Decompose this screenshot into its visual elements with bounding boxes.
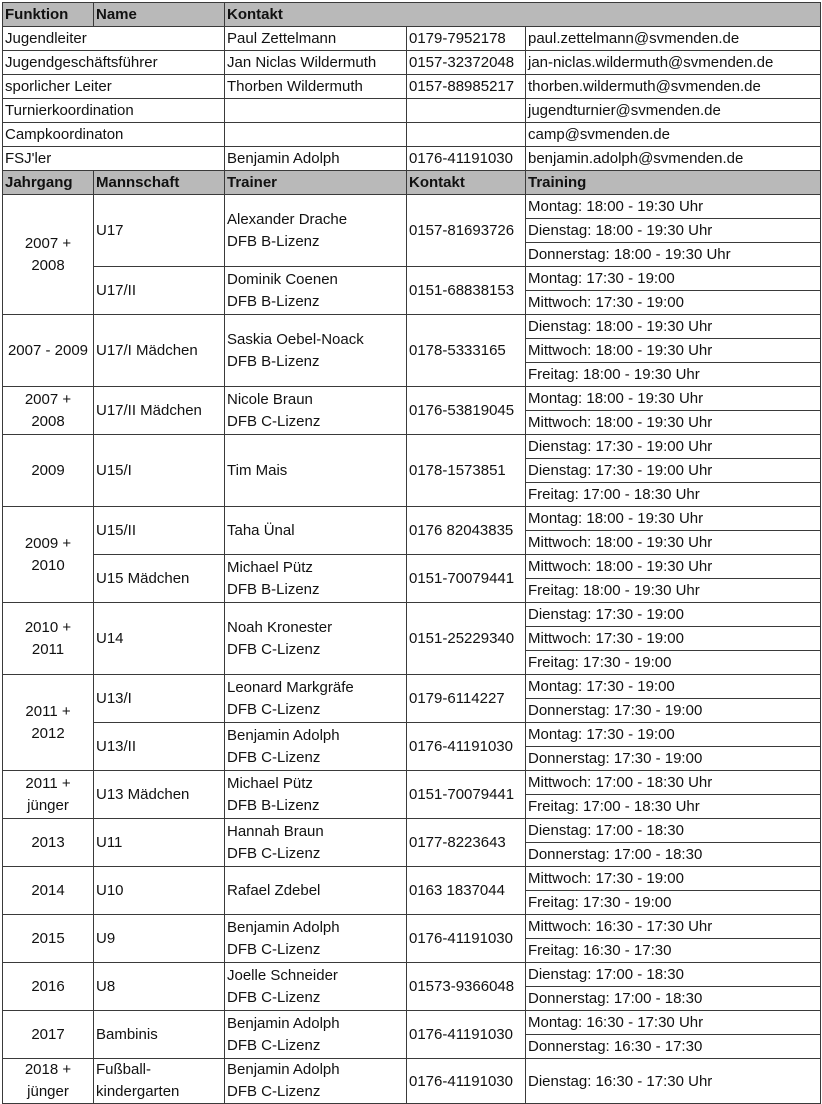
training-time: Montag: 17:30 - 19:00 (526, 675, 821, 699)
trainer-line: DFB B-Lizenz (227, 796, 320, 814)
trainer-line: DFB C-Lizenz (227, 412, 321, 430)
jahrgang-line: 2011 (31, 640, 65, 658)
trainer-cell (225, 1011, 407, 1059)
team-name: U8 (94, 963, 225, 1011)
contact-funktion: Jugendgeschäftsführer (3, 51, 225, 75)
training-time: Dienstag: 17:00 - 18:30 (526, 963, 821, 987)
training-time: Dienstag: 17:30 - 19:00 (526, 603, 821, 627)
trainer-cell (225, 267, 407, 315)
training-row (3, 387, 821, 411)
jahrgang-cell (3, 387, 94, 435)
jahrgang-cell: 2007 - 2009 (3, 315, 94, 387)
team-name (94, 1059, 225, 1104)
trainer-phone: 0151-70079441 (407, 555, 526, 603)
trainer-phone: 0176 82043835 (407, 507, 526, 555)
trainer-phone: 0176-41191030 (407, 723, 526, 771)
training-time: Mittwoch: 18:00 - 19:30 Uhr (526, 411, 821, 435)
jahrgang-line: 2011 + (25, 774, 71, 792)
trainer-line: DFB B-Lizenz (227, 580, 320, 598)
jahrgang-line: 2010 + (24, 618, 72, 636)
training-time: Mittwoch: 17:30 - 19:00 (526, 291, 821, 315)
training-time: Donnerstag: 17:30 - 19:00 (526, 747, 821, 771)
contact-row (3, 75, 821, 99)
trainer-cell (225, 603, 407, 675)
contact-funktion: sporlicher Leiter (3, 75, 225, 99)
trainer-line: DFB C-Lizenz (227, 748, 321, 766)
contact-phone: 0179-7952178 (407, 27, 526, 51)
header-kontakt: Kontakt (225, 3, 821, 27)
contact-phone: 0157-32372048 (407, 51, 526, 75)
trainer-cell (225, 387, 407, 435)
trainer-phone: 0163 1837044 (407, 867, 526, 915)
jahrgang-cell: 2014 (3, 867, 94, 915)
training-row (3, 867, 821, 891)
training-time: Dienstag: 18:00 - 19:30 Uhr (526, 219, 821, 243)
trainer-line: DFB B-Lizenz (227, 352, 320, 370)
jahrgang-cell: 2009 (3, 435, 94, 507)
training-time: Dienstag: 17:00 - 18:30 (526, 819, 821, 843)
team-name: U17/II (94, 267, 225, 315)
header-jahrgang: Jahrgang (3, 171, 94, 195)
contact-email[interactable]: jan-niclas.wildermuth@svmenden.de (526, 51, 821, 75)
team-name: U15/II (94, 507, 225, 555)
jahrgang-line: jünger (27, 796, 69, 814)
jahrgang-line: 2007 + (24, 234, 72, 252)
training-row (3, 723, 821, 747)
training-time: Freitag: 16:30 - 17:30 (526, 939, 821, 963)
trainer-cell (225, 963, 407, 1011)
contact-email[interactable]: benjamin.adolph@svmenden.de (526, 147, 821, 171)
trainer-phone: 0178-5333165 (407, 315, 526, 387)
trainer-phone: 0179-6114227 (407, 675, 526, 723)
trainer-phone: 0151-70079441 (407, 771, 526, 819)
training-row (3, 771, 821, 795)
contact-name: Benjamin Adolph (225, 147, 407, 171)
trainer-phone: 0176-41191030 (407, 1011, 526, 1059)
jahrgang-line: 2008 (31, 256, 65, 274)
header-trainer: Trainer (225, 171, 407, 195)
trainer-phone: 0177-8223643 (407, 819, 526, 867)
jahrgang-line: 2011 + (25, 702, 71, 720)
table-body (3, 3, 821, 1104)
training-time: Freitag: 17:00 - 18:30 Uhr (526, 483, 821, 507)
training-row (3, 555, 821, 579)
trainer-line: Benjamin Adolph (227, 1014, 340, 1032)
trainer-line: Benjamin Adolph (227, 918, 340, 936)
jahrgang-line: 2018 + (24, 1061, 72, 1078)
team-name: U17/II Mädchen (94, 387, 225, 435)
team-name: U13/I (94, 675, 225, 723)
jahrgang-line: 2010 (31, 556, 65, 574)
contact-name: Paul Zettelmann (225, 27, 407, 51)
trainer-line: Benjamin Adolph (227, 1061, 340, 1078)
training-time: Donnerstag: 17:00 - 18:30 (526, 987, 821, 1011)
training-time: Montag: 18:00 - 19:30 Uhr (526, 195, 821, 219)
contact-name (225, 123, 407, 147)
contact-row (3, 99, 821, 123)
contact-email[interactable]: camp@svmenden.de (526, 123, 821, 147)
trainer-cell (225, 195, 407, 267)
training-time: Donnerstag: 16:30 - 17:30 (526, 1035, 821, 1059)
training-row (3, 267, 821, 291)
team-name: U10 (94, 867, 225, 915)
training-time: Montag: 17:30 - 19:00 (526, 723, 821, 747)
training-row (3, 963, 821, 987)
trainer-cell (225, 915, 407, 963)
team-name-line: kindergarten (96, 1083, 180, 1100)
training-time: Freitag: 18:00 - 19:30 Uhr (526, 363, 821, 387)
trainer-line: Hannah Braun (227, 822, 324, 840)
team-name: U11 (94, 819, 225, 867)
jahrgang-cell (3, 195, 94, 315)
header-kontakt: Kontakt (407, 171, 526, 195)
trainer-line: DFB C-Lizenz (227, 844, 321, 862)
trainer-phone: 0151-68838153 (407, 267, 526, 315)
contact-phone (407, 99, 526, 123)
jahrgang-cell (3, 1059, 94, 1104)
header-training: Training (526, 171, 821, 195)
contact-name: Jan Niclas Wildermuth (225, 51, 407, 75)
trainer-line: Alexander Drache (227, 210, 348, 228)
trainer-line: DFB C-Lizenz (227, 988, 321, 1006)
contact-funktion: FSJ'ler (3, 147, 225, 171)
contact-row (3, 27, 821, 51)
trainer-line: Saskia Oebel-Noack (227, 330, 364, 348)
jahrgang-cell (3, 771, 94, 819)
team-name: Bambinis (94, 1011, 225, 1059)
contact-phone: 0157-88985217 (407, 75, 526, 99)
contact-funktion: Turnierkoordination (3, 99, 225, 123)
trainer-line: DFB B-Lizenz (227, 232, 320, 250)
trainer-phone: 0176-53819045 (407, 387, 526, 435)
training-time: Dienstag: 17:30 - 19:00 Uhr (526, 435, 821, 459)
team-name: U9 (94, 915, 225, 963)
jahrgang-cell: 2013 (3, 819, 94, 867)
trainer-line: Joelle Schneider (227, 966, 338, 984)
teams-header-row (3, 171, 821, 195)
trainer-cell: Taha Ünal (225, 507, 407, 555)
training-time: Freitag: 17:30 - 19:00 (526, 651, 821, 675)
trainer-line: Michael Pütz (227, 774, 313, 792)
training-time: Mittwoch: 18:00 - 19:30 Uhr (526, 555, 821, 579)
contact-row (3, 147, 821, 171)
training-time: Mittwoch: 17:30 - 19:00 (526, 867, 821, 891)
training-time: Montag: 17:30 - 19:00 (526, 267, 821, 291)
training-time: Mittwoch: 17:00 - 18:30 Uhr (526, 771, 821, 795)
header-funktion: Funktion (3, 3, 94, 27)
jahrgang-line: jünger (27, 1083, 69, 1100)
trainer-line: Noah Kronester (227, 618, 333, 636)
contact-email[interactable]: jugendturnier@svmenden.de (526, 99, 821, 123)
trainer-line: Michael Pütz (227, 558, 313, 576)
trainer-phone: 0157-81693726 (407, 195, 526, 267)
jahrgang-cell: 2016 (3, 963, 94, 1011)
training-time: Donnerstag: 17:00 - 18:30 (526, 843, 821, 867)
trainer-cell (225, 1059, 407, 1104)
training-time: Donnerstag: 17:30 - 19:00 (526, 699, 821, 723)
training-row (3, 1059, 821, 1104)
trainer-line: DFB C-Lizenz (227, 640, 321, 658)
training-row (3, 1011, 821, 1035)
contact-funktion: Campkoordinaton (3, 123, 225, 147)
training-row (3, 435, 821, 459)
team-name: U13/II (94, 723, 225, 771)
jahrgang-line: 2012 (31, 724, 65, 742)
jahrgang-cell: 2015 (3, 915, 94, 963)
trainer-cell (225, 555, 407, 603)
contact-email[interactable]: paul.zettelmann@svmenden.de (526, 27, 821, 51)
team-name: U17 (94, 195, 225, 267)
trainer-line: DFB C-Lizenz (227, 700, 321, 718)
trainer-cell (225, 315, 407, 387)
contact-name: Thorben Wildermuth (225, 75, 407, 99)
training-time: Freitag: 17:30 - 19:00 (526, 891, 821, 915)
header-mannschaft: Mannschaft (94, 171, 225, 195)
trainer-line: DFB B-Lizenz (227, 292, 320, 310)
training-row (3, 507, 821, 531)
training-row (3, 603, 821, 627)
training-time: Mittwoch: 17:30 - 19:00 (526, 627, 821, 651)
trainer-line: Dominik Coenen (227, 270, 338, 288)
jahrgang-cell (3, 675, 94, 771)
trainer-line: DFB C-Lizenz (227, 1036, 321, 1054)
trainer-line: Benjamin Adolph (227, 726, 340, 744)
training-time: Mittwoch: 16:30 - 17:30 Uhr (526, 915, 821, 939)
contact-row (3, 51, 821, 75)
jahrgang-cell: 2017 (3, 1011, 94, 1059)
training-time: Dienstag: 17:30 - 19:00 Uhr (526, 459, 821, 483)
jahrgang-cell (3, 507, 94, 603)
trainer-line: Leonard Markgräfe (227, 678, 354, 696)
trainer-phone: 0176-41191030 (407, 1059, 526, 1104)
team-name: U15/I (94, 435, 225, 507)
team-name: U17/I Mädchen (94, 315, 225, 387)
training-row (3, 675, 821, 699)
jahrgang-line: 2009 + (24, 534, 72, 552)
trainer-line: DFB C-Lizenz (227, 1083, 321, 1100)
jahrgang-line: 2008 (31, 412, 65, 430)
team-name: U13 Mädchen (94, 771, 225, 819)
contacts-header-row (3, 3, 821, 27)
training-time: Mittwoch: 18:00 - 19:30 Uhr (526, 339, 821, 363)
training-time: Freitag: 17:00 - 18:30 Uhr (526, 795, 821, 819)
trainer-cell: Rafael Zdebel (225, 867, 407, 915)
trainer-cell (225, 675, 407, 723)
trainer-phone: 01573-9366048 (407, 963, 526, 1011)
jahrgang-line: 2007 + (24, 390, 72, 408)
contact-email[interactable]: thorben.wildermuth@svmenden.de (526, 75, 821, 99)
training-row (3, 195, 821, 219)
training-row (3, 315, 821, 339)
training-time: Donnerstag: 18:00 - 19:30 Uhr (526, 243, 821, 267)
youth-teams-table (2, 2, 821, 1104)
contact-funktion: Jugendleiter (3, 27, 225, 51)
training-time: Montag: 16:30 - 17:30 Uhr (526, 1011, 821, 1035)
training-row (3, 915, 821, 939)
training-time: Montag: 18:00 - 19:30 Uhr (526, 507, 821, 531)
contact-name (225, 99, 407, 123)
jahrgang-cell (3, 603, 94, 675)
header-name: Name (94, 3, 225, 27)
training-row (3, 819, 821, 843)
training-time: Dienstag: 18:00 - 19:30 Uhr (526, 315, 821, 339)
training-time: Montag: 18:00 - 19:30 Uhr (526, 387, 821, 411)
team-name: U15 Mädchen (94, 555, 225, 603)
trainer-line: Nicole Braun (227, 390, 313, 408)
training-time: Mittwoch: 18:00 - 19:30 Uhr (526, 531, 821, 555)
training-time: Freitag: 18:00 - 19:30 Uhr (526, 579, 821, 603)
team-name-line: Fußball- (96, 1061, 152, 1078)
trainer-phone: 0178-1573851 (407, 435, 526, 507)
trainer-cell: Tim Mais (225, 435, 407, 507)
contact-row (3, 123, 821, 147)
trainer-phone: 0151-25229340 (407, 603, 526, 675)
trainer-cell (225, 723, 407, 771)
team-name: U14 (94, 603, 225, 675)
trainer-phone: 0176-41191030 (407, 915, 526, 963)
contact-phone: 0176-41191030 (407, 147, 526, 171)
trainer-line: DFB C-Lizenz (227, 940, 321, 958)
training-time: Dienstag: 16:30 - 17:30 Uhr (526, 1059, 821, 1104)
contact-phone (407, 123, 526, 147)
trainer-cell (225, 819, 407, 867)
trainer-cell (225, 771, 407, 819)
